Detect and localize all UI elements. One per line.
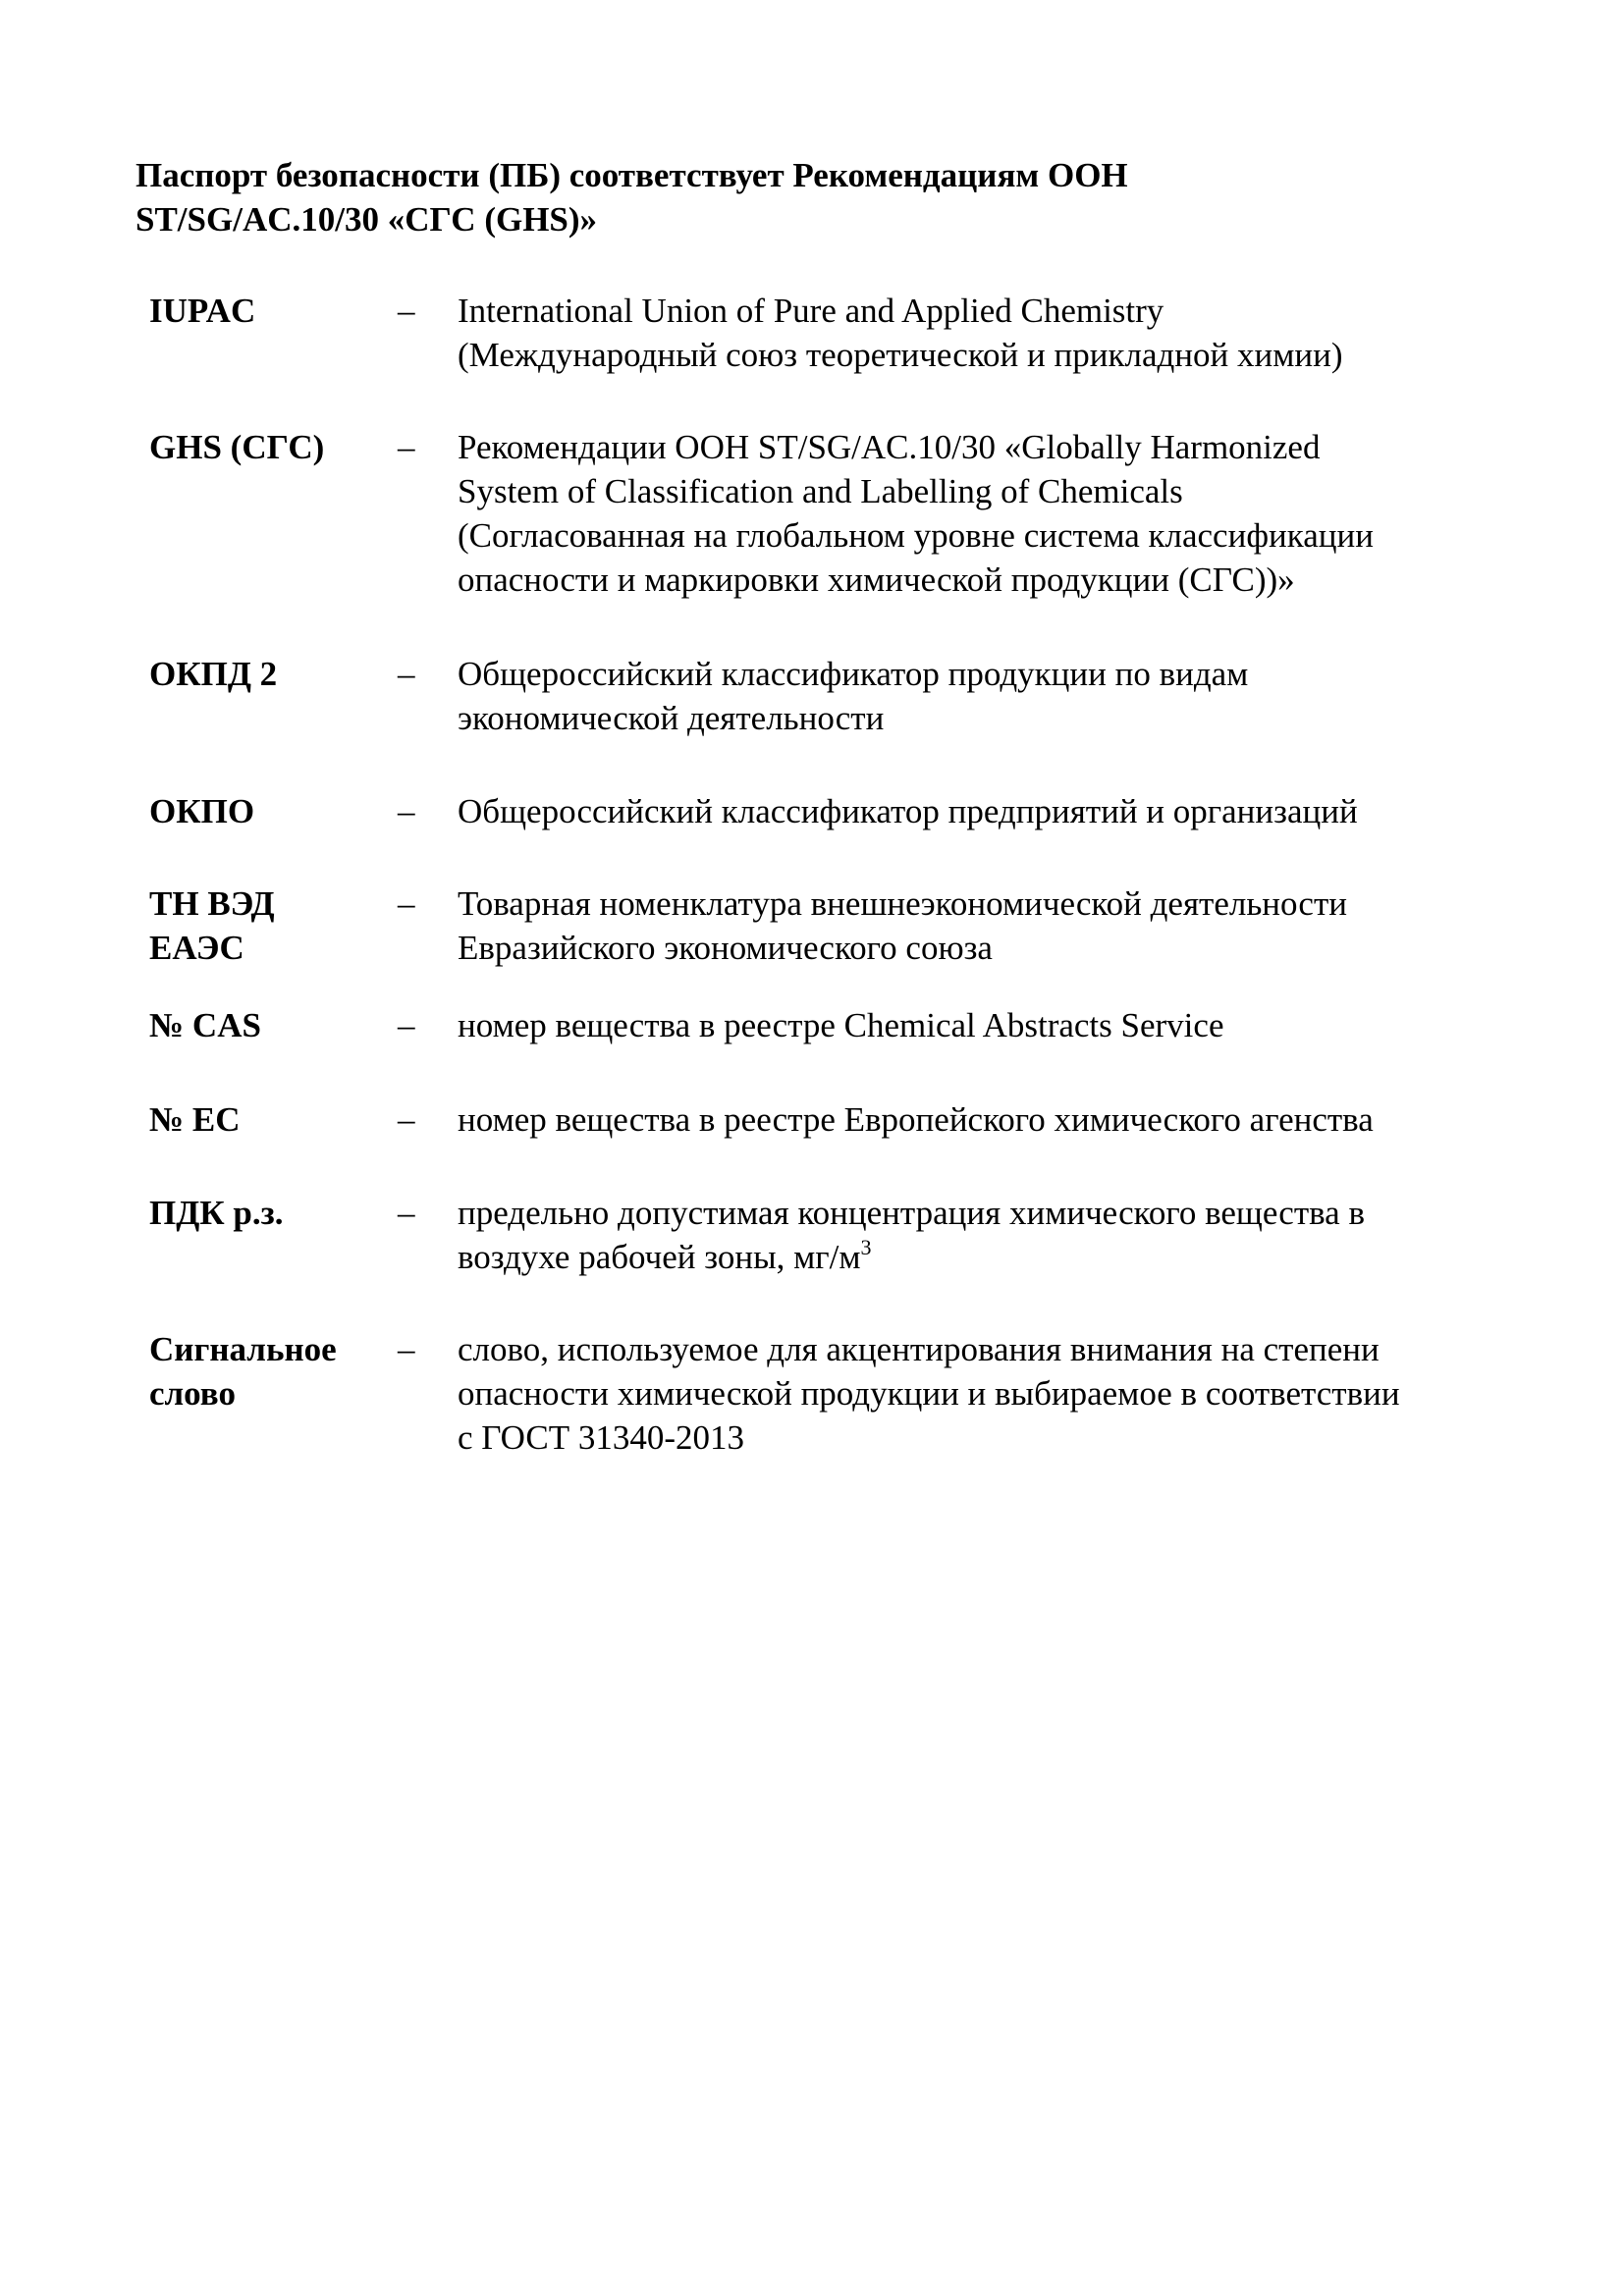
term-dash: – <box>398 292 415 330</box>
term-dash: – <box>398 1194 415 1232</box>
glossary-definition: предельно допустимая концентрация химического вещества в воздухе рабочей зоны, $мг/м^3$ <box>458 1194 1365 1276</box>
term-dash: – <box>398 1330 415 1368</box>
glossary-term: ОКПО <box>149 792 255 830</box>
term-dash: – <box>398 884 415 923</box>
term-dash: – <box>398 428 415 466</box>
term-dash: – <box>398 792 415 830</box>
glossary-definition: Товарная номенклатура внешнеэкономической деятельности Евразийского экономического союза <box>458 884 1347 967</box>
document-heading <box>135 153 1412 241</box>
glossary-term: GHS (СГС) <box>149 428 325 466</box>
glossary-term: ТН ВЭД ЕАЭС <box>149 884 275 967</box>
glossary-term: ПДК р.з. <box>149 1194 284 1232</box>
glossary-term: ОКПД 2 <box>149 655 278 693</box>
glossary-term: IUPAC <box>149 292 256 330</box>
term-dash: – <box>398 1006 415 1044</box>
unit-superscript: 3 <box>860 1235 872 1259</box>
glossary-definition: Рекомендации ООН ST/SG/AC.10/30 «Globally Harmonized System of Classification and Labelling of Chemicals (Согласованная на глобальном уровне система классификации опасности и маркировки химической продукции (СГС))» <box>458 428 1374 599</box>
glossary-definition: номер вещества в реестре Европейского химического агенства <box>458 1100 1374 1139</box>
term-dash: – <box>398 1100 415 1139</box>
glossary-definition: Общероссийский классификатор предприятий и организаций <box>458 792 1358 830</box>
glossary-definition: International Union of Pure and Applied Chemistry (Международный союз теоретической и прикладной химии) <box>458 292 1343 374</box>
glossary-definition: слово, используемое для акцентирования внимания на степени опасности химической продукции и выбираемое в соответствии с ГОСТ 31340-2013 <box>458 1330 1400 1457</box>
heading-line-2: ST/SG/AC.10/30 «СГС (GHS)» <box>135 200 598 239</box>
glossary-term: № ЕС <box>149 1100 241 1139</box>
glossary-definition: Общероссийский классификатор продукции по видам экономической деятельности <box>458 655 1249 737</box>
glossary-term: Сигнальное слово <box>149 1330 337 1413</box>
term-dash: – <box>398 655 415 693</box>
heading-line-1: Паспорт безопасности (ПБ) соответствует Рекомендациям ООН <box>135 156 1128 194</box>
glossary-definition: номер вещества в реестре Chemical Abstracts Service <box>458 1006 1224 1044</box>
glossary-term: № CAS <box>149 1006 261 1044</box>
